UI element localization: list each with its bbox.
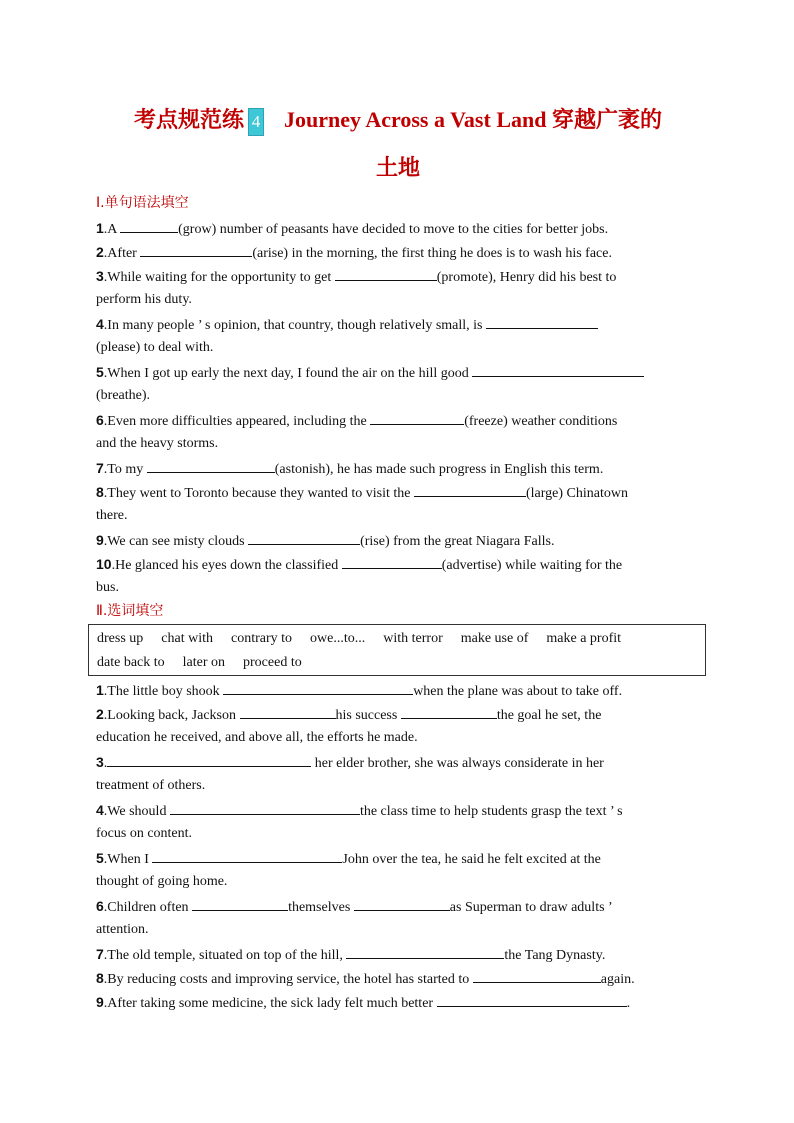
question-text: his success xyxy=(335,708,401,723)
section1-heading: Ⅰ.单句语法填空 xyxy=(96,195,189,211)
answer-blank[interactable] xyxy=(152,847,342,863)
answer-blank[interactable] xyxy=(342,553,442,569)
question-text: (advertise) while waiting for the xyxy=(441,558,623,573)
answer-blank[interactable] xyxy=(248,529,360,545)
question-number: 4 xyxy=(96,316,104,332)
exercise-line xyxy=(96,312,598,336)
question-text: .While waiting for the opportunity to get xyxy=(103,270,335,285)
question-text: (breathe). xyxy=(96,388,151,403)
exercise-line xyxy=(96,432,218,456)
exercise-line xyxy=(96,774,205,798)
question-text: perform his duty. xyxy=(96,292,192,307)
exercise-line xyxy=(96,360,644,384)
exercise-line xyxy=(96,894,613,918)
question-text: (large) Chinatown xyxy=(525,486,628,501)
exercise-line xyxy=(96,408,617,432)
question-text: treatment of others. xyxy=(96,778,206,793)
exercise-line xyxy=(96,456,603,480)
question-text: themselves xyxy=(288,900,354,915)
question-number: 10 xyxy=(96,556,112,572)
question-number: 2 xyxy=(96,244,104,260)
question-text: when the plane was about to take off. xyxy=(413,684,623,699)
exercise-line xyxy=(96,942,605,966)
question-text: and the heavy storms. xyxy=(96,436,219,451)
answer-blank[interactable] xyxy=(370,409,464,425)
question-text: .A xyxy=(103,222,121,237)
answer-blank[interactable] xyxy=(240,703,336,719)
answer-blank[interactable] xyxy=(472,361,644,377)
question-text: .Children often xyxy=(103,900,193,915)
question-number: 5 xyxy=(96,364,104,380)
exercise-line xyxy=(96,552,622,576)
question-text: (please) to deal with. xyxy=(96,340,214,355)
question-text: .Even more difficulties appeared, including the xyxy=(103,414,371,429)
question-text: as Superman to draw adults ’ xyxy=(449,900,613,915)
title-prefix: 考点规范练 xyxy=(134,107,245,133)
question-text: the class time to help students grasp the text ’ s xyxy=(359,804,623,819)
word-bank-item: dress up xyxy=(97,631,144,646)
exercise-line xyxy=(96,750,604,774)
question-text: .By reducing costs and improving service, the hotel has started to xyxy=(103,972,473,987)
answer-blank[interactable] xyxy=(437,991,627,1007)
answer-blank[interactable] xyxy=(354,895,450,911)
question-text: .After xyxy=(103,246,141,261)
question-text: . xyxy=(626,996,631,1011)
exercise-line xyxy=(96,576,119,600)
answer-blank[interactable] xyxy=(335,265,437,281)
word-bank-item: owe...to... xyxy=(310,631,366,646)
question-number: 2 xyxy=(96,706,104,722)
question-text: .They went to Toronto because they wanted to visit the xyxy=(103,486,414,501)
word-bank-item: make a profit xyxy=(546,631,622,646)
title-main: Journey Across a Vast Land 穿越广袤的 xyxy=(284,107,662,133)
word-bank-item: later on xyxy=(182,655,226,670)
question-text: John over the tea, he said he felt excited at the xyxy=(342,852,601,867)
question-number: 7 xyxy=(96,460,104,476)
word-bank-item: date back to xyxy=(97,655,165,670)
answer-blank[interactable] xyxy=(120,217,178,233)
exercise-line xyxy=(96,678,622,702)
page-title-line2: 土地 xyxy=(375,155,420,180)
answer-blank[interactable] xyxy=(192,895,288,911)
exercise-line xyxy=(96,990,630,1014)
question-text: (promote), Henry did his best to xyxy=(436,270,617,285)
answer-blank[interactable] xyxy=(414,481,526,497)
question-text: (rise) from the great Niagara Falls. xyxy=(360,534,555,549)
question-text: .In many people ’ s opinion, that country, though relatively small, is xyxy=(103,318,487,333)
word-bank-row xyxy=(97,627,639,651)
exercise-line xyxy=(96,240,612,264)
question-text: again. xyxy=(600,972,635,987)
answer-blank[interactable] xyxy=(147,457,275,473)
question-text: attention. xyxy=(96,922,149,937)
question-number: 5 xyxy=(96,850,104,866)
answer-blank[interactable] xyxy=(486,313,598,329)
question-text: focus on content. xyxy=(96,826,193,841)
question-text: .The old temple, situated on top of the hill, xyxy=(103,948,347,963)
question-number: 9 xyxy=(96,994,104,1010)
exercise-line xyxy=(96,726,418,750)
question-text: her elder brother, she was always considerate in her xyxy=(311,756,604,771)
question-text: education he received, and above all, the efforts he made. xyxy=(96,730,418,745)
question-text: .We should xyxy=(103,804,170,819)
exercise-line xyxy=(96,384,150,408)
question-text: the Tang Dynasty. xyxy=(504,948,606,963)
question-text: .Looking back, Jackson xyxy=(103,708,240,723)
answer-blank[interactable] xyxy=(223,679,413,695)
question-text: (freeze) weather conditions xyxy=(464,414,618,429)
question-text: there. xyxy=(96,508,128,523)
exercise-line xyxy=(96,918,149,942)
question-text: .After taking some medicine, the sick lady felt much better xyxy=(103,996,437,1011)
question-text: bus. xyxy=(96,580,119,595)
exercise-line xyxy=(96,264,616,288)
answer-blank[interactable] xyxy=(107,751,311,767)
question-text: (arise) in the morning, the first thing he does is to wash his face. xyxy=(252,246,612,261)
exercise-line xyxy=(96,288,192,312)
answer-blank[interactable] xyxy=(401,703,497,719)
question-text: (astonish), he has made such progress in English this term. xyxy=(274,462,604,477)
word-bank-item: chat with xyxy=(161,631,213,646)
word-bank-item: contrary to xyxy=(231,631,293,646)
exercise-line xyxy=(96,870,227,894)
question-text: the goal he set, the xyxy=(496,708,602,723)
answer-blank[interactable] xyxy=(170,799,360,815)
question-number: 8 xyxy=(96,970,104,986)
question-text: .To my xyxy=(103,462,147,477)
exercise-line xyxy=(96,480,628,504)
question-number: 3 xyxy=(96,268,104,284)
question-text: thought of going home. xyxy=(96,874,228,889)
exercise-line xyxy=(96,846,601,870)
question-text: .When I got up early the next day, I found the air on the hill good xyxy=(103,366,473,381)
question-text: . xyxy=(103,756,108,771)
exercise-line xyxy=(96,528,554,552)
question-number: 6 xyxy=(96,412,104,428)
question-text: (grow) number of peasants have decided to move to the cities for better jobs. xyxy=(178,222,609,237)
exercise-line xyxy=(96,822,192,846)
exercise-number-badge: 4 xyxy=(248,108,264,136)
answer-blank[interactable] xyxy=(346,943,504,959)
word-bank-item: proceed to xyxy=(243,655,302,670)
question-number: 7 xyxy=(96,946,104,962)
exercise-line xyxy=(96,504,127,528)
answer-blank[interactable] xyxy=(473,967,601,983)
question-number: 9 xyxy=(96,532,104,548)
question-text: .He glanced his eyes down the classified xyxy=(111,558,342,573)
answer-blank[interactable] xyxy=(140,241,252,257)
question-text: .The little boy shook xyxy=(103,684,224,699)
question-number: 1 xyxy=(96,682,104,698)
word-bank-item: make use of xyxy=(460,631,529,646)
word-bank-box xyxy=(88,624,706,676)
question-text: .When I xyxy=(103,852,153,867)
question-number: 8 xyxy=(96,484,104,500)
section2-heading: Ⅱ.选词填空 xyxy=(96,603,164,619)
page-title xyxy=(100,108,696,136)
question-number: 6 xyxy=(96,898,104,914)
question-text: .We can see misty clouds xyxy=(103,534,249,549)
exercise-line xyxy=(96,798,623,822)
word-bank-item: with terror xyxy=(383,631,443,646)
exercise-line xyxy=(96,336,213,360)
exercise-line xyxy=(96,216,608,240)
question-number: 4 xyxy=(96,802,104,818)
exercise-line xyxy=(96,966,635,990)
question-number: 1 xyxy=(96,220,104,236)
exercise-line xyxy=(96,702,601,726)
word-bank-row xyxy=(97,651,320,675)
question-number: 3 xyxy=(96,754,104,770)
